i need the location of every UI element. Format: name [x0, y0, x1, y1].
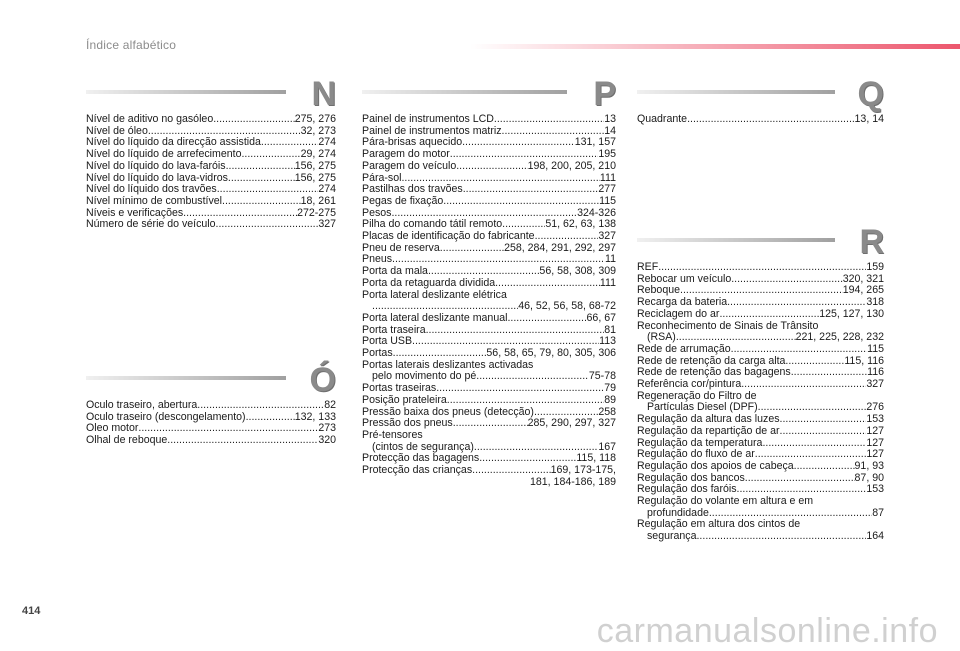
- index-entry-pages: 169, 173-175,: [550, 465, 616, 477]
- index-entry: [637, 321, 884, 333]
- index-entry-text: (cintos de segurança): [372, 441, 474, 453]
- index-entry: [86, 412, 336, 424]
- section-o: [86, 361, 336, 447]
- section-header: [637, 75, 884, 114]
- index-entry: [86, 161, 336, 173]
- dot-leader: [680, 285, 843, 297]
- dot-leader: [138, 423, 318, 435]
- dot-leader: [462, 137, 575, 149]
- index-entry-text: Protecção das bagagens: [362, 453, 480, 465]
- index-entry-text: Pressão baixa dos pneus (detecção): [362, 406, 534, 418]
- index-entry: [362, 149, 616, 161]
- index-entry-pages: 116: [867, 367, 884, 379]
- index-entry-text: Óleo motor: [86, 423, 139, 435]
- index-entry-text: Rede de retenção das bagagens: [637, 367, 791, 379]
- index-entry: [86, 173, 336, 185]
- section-letter: N: [311, 75, 336, 113]
- index-entry: [362, 313, 616, 325]
- index-entry-pages: 127: [866, 449, 884, 461]
- dot-leader: [391, 208, 577, 220]
- index-entry-text: Portas laterais deslizantes activadas: [362, 358, 534, 371]
- index-entry-text: Regulação em altura dos cintos de: [637, 518, 801, 531]
- index-entry: [362, 114, 616, 126]
- index-entry: [86, 208, 336, 220]
- index-entry-continuation: [362, 477, 616, 489]
- index-entry: [637, 332, 884, 344]
- index-entry-text: Regulação dos bancos: [637, 472, 745, 484]
- section-header: [86, 361, 336, 400]
- dot-leader: [226, 161, 295, 173]
- dot-leader: [731, 274, 843, 286]
- index-entry-pages: 111: [599, 277, 616, 289]
- index-entry-text: Protecção das crianças: [362, 465, 473, 477]
- index-entry: [362, 407, 616, 419]
- index-entry-pages: 87: [872, 507, 884, 519]
- index-entry: [362, 371, 616, 383]
- index-entry-text: Pára-sol: [362, 172, 402, 184]
- index-entry-text: (RSA): [647, 332, 676, 344]
- index-entry-text: Porta USB: [362, 336, 413, 348]
- index-entry: [637, 519, 884, 531]
- index-entry-text: Rede de retenção da carga alta: [637, 355, 786, 367]
- index-entry-pages: 221, 225, 228, 232: [795, 332, 884, 344]
- index-entry: [637, 496, 884, 508]
- index-entry: [637, 356, 884, 368]
- index-entry-text: Regulação da temperatura: [637, 437, 763, 449]
- index-entry-text: Recarga da bateria: [637, 297, 728, 309]
- index-entry: [637, 367, 884, 379]
- index-entry-text: Nível de óleo: [86, 125, 148, 137]
- section-divider: [86, 376, 286, 380]
- dot-leader: [443, 196, 599, 208]
- index-entry-pages: 258, 284, 291, 292, 297: [504, 242, 616, 254]
- index-entry-pages: 258: [598, 406, 616, 418]
- index-entry-text: Pressão dos pneus: [362, 418, 453, 430]
- index-entry-pages: 56, 58, 308, 309: [539, 266, 616, 278]
- index-entry-text: Pré-tensores: [362, 428, 423, 441]
- section-divider: [86, 90, 286, 94]
- index-entry: [86, 184, 336, 196]
- index-entry: [362, 360, 616, 372]
- index-entry: [362, 442, 616, 454]
- index-entries: [362, 114, 616, 489]
- index-entry-text: Reconhecimento de Sinais de Trânsito: [637, 319, 819, 332]
- index-entry: [362, 208, 616, 220]
- dot-leader: [426, 325, 605, 337]
- index-entry: [362, 126, 616, 138]
- index-entry-pages: 75-78: [588, 371, 616, 383]
- section-n: [86, 75, 336, 231]
- index-entry-pages: 164: [866, 531, 884, 543]
- index-entry-pages: 327: [866, 379, 884, 391]
- index-entry: [637, 402, 884, 414]
- index-entry-pages: 51, 62, 63, 138: [545, 219, 616, 231]
- dot-leader: [456, 161, 527, 173]
- index-entry-pages: 89: [604, 394, 616, 406]
- dot-leader: [428, 266, 539, 278]
- index-entry-text: Posição prateleira: [362, 394, 447, 406]
- index-entry: [86, 137, 336, 149]
- index-entry: [362, 336, 616, 348]
- index-entry: [362, 231, 616, 243]
- index-entry-text: Rede de arrumação: [637, 343, 731, 355]
- page-number: 414: [22, 605, 41, 617]
- index-entry-pages: 156, 275: [294, 172, 336, 184]
- dot-leader: [534, 407, 598, 419]
- index-entry-text: Porta da mala: [362, 266, 428, 278]
- index-entry-text: Porta da retaguarda dividida: [362, 277, 496, 289]
- index-entry: [86, 219, 336, 231]
- index-entry-pages: 320: [318, 435, 336, 447]
- index-entry-pages: 66, 67: [586, 312, 616, 324]
- index-entry-text: segurança: [647, 531, 697, 543]
- dot-leader: [216, 219, 319, 231]
- index-entry: [86, 435, 336, 447]
- index-entry-text: Pesos: [362, 207, 392, 219]
- dot-leader: [479, 453, 576, 465]
- index-entry: [637, 114, 884, 126]
- index-entries: [86, 400, 336, 447]
- index-entry-pages: 156, 275: [294, 160, 336, 172]
- index-entry: [362, 453, 616, 465]
- dot-leader: [436, 383, 604, 395]
- index-entry-text: Rebocar um veículo: [637, 273, 732, 285]
- dot-leader: [183, 208, 297, 220]
- index-entry-text: Porta lateral deslizante manual: [362, 312, 508, 324]
- index-entry-pages: 11: [605, 254, 616, 266]
- index-entry-text: Regulação do volante em altura e em: [637, 495, 814, 508]
- section-letter: Q: [857, 75, 884, 113]
- dot-leader: [696, 531, 866, 543]
- dot-leader: [785, 356, 844, 368]
- index-entry-text: Nível do líquido de arrefecimento: [86, 149, 242, 161]
- index-entry-text: Quadrante: [637, 114, 688, 125]
- index-entry-text: Partículas Diesel (DPF): [647, 402, 758, 414]
- dot-leader: [246, 412, 295, 424]
- dot-leader: [148, 126, 301, 138]
- dot-leader: [222, 196, 301, 208]
- index-entry-pages: 132, 133: [294, 411, 336, 423]
- section-q: [637, 75, 884, 126]
- index-entry-text: Nível do líquido da direcção assistida: [86, 137, 261, 149]
- index-entry-pages: 115, 116: [844, 355, 884, 367]
- index-entry-text: Nível do líquido do lava-vidros: [86, 172, 228, 184]
- index-entry-pages: 127: [866, 425, 884, 437]
- index-entry: [362, 219, 616, 231]
- index-entry-pages: 324-326: [577, 207, 616, 219]
- index-entry: [86, 400, 336, 412]
- index-entry-pages: 115, 118: [576, 453, 616, 465]
- index-entry-text: profundidade: [647, 507, 709, 519]
- index-entry-text: Referência cor/pintura: [637, 379, 742, 391]
- dot-leader: [727, 297, 866, 309]
- index-entry-text: Pegas de fixação: [362, 195, 444, 207]
- index-entry-pages: 181, 184-186, 189: [529, 475, 616, 488]
- index-entry-pages: 111: [599, 172, 616, 184]
- index-entry-pages: 153: [866, 484, 884, 496]
- index-entry-text: Regulação da altura das luzes: [637, 414, 780, 426]
- index-entry: [637, 426, 884, 438]
- dot-leader: [762, 438, 866, 450]
- dot-leader: [741, 379, 866, 391]
- index-entry-text: Paragem do veículo: [362, 160, 457, 172]
- index-entry-text: Pneu de reserva: [362, 242, 440, 254]
- index-entry-text: Portas traseiras: [362, 383, 437, 395]
- index-entry-text: Níveis e verificações: [86, 207, 184, 219]
- index-entry-pages: 131, 157: [574, 137, 616, 149]
- index-entry-text: Regeneração do Filtro de: [637, 389, 757, 402]
- dot-leader: [217, 184, 319, 196]
- index-entry-text: pelo movimento do pé: [372, 371, 477, 383]
- index-entry-text: Regulação dos apoios de cabeça: [637, 460, 794, 472]
- index-entry-text: Nível de aditivo no gasóleo: [86, 114, 214, 125]
- dot-leader: [494, 114, 604, 126]
- dot-leader: [447, 395, 604, 407]
- dot-leader: [502, 126, 605, 138]
- index-entry-pages: 274: [318, 184, 336, 196]
- section-divider: [637, 238, 835, 242]
- dot-leader: [401, 173, 599, 185]
- index-entry-text: Regulação dos faróis: [637, 484, 737, 496]
- index-entry: [86, 114, 336, 126]
- index-entry: [86, 149, 336, 161]
- index-entry: [637, 438, 884, 450]
- index-entry-pages: 318: [866, 297, 884, 309]
- index-entry-pages: 273: [318, 423, 336, 435]
- index-entry: [637, 531, 884, 543]
- index-entry-pages: 46, 52, 56, 58, 68-72: [518, 301, 616, 313]
- index-entry-pages: 14: [604, 125, 616, 137]
- section-r: [637, 223, 884, 543]
- index-entry-text: Olhal de reboque: [86, 435, 168, 447]
- index-entry-text: Painel de instrumentos matriz: [362, 125, 502, 137]
- index-entry-pages: 275, 276: [294, 114, 336, 125]
- index-entry-pages: 274: [318, 137, 336, 149]
- index-entry-text: Regulação do fluxo de ar: [637, 449, 755, 461]
- dot-leader: [780, 414, 867, 426]
- dot-leader: [658, 262, 866, 274]
- dot-leader: [474, 442, 598, 454]
- dot-leader: [791, 367, 867, 379]
- dot-leader: [463, 184, 599, 196]
- index-entry: [362, 173, 616, 185]
- index-entry-pages: 82: [324, 400, 336, 411]
- index-entry-text: Regulação da repartição de ar: [637, 425, 780, 437]
- index-entry-text: Óculo traseiro (descongelamento): [86, 411, 246, 423]
- index-entry-text: Reciclagem do ar: [637, 308, 720, 320]
- index-entry-text: Pilha do comando tátil remoto: [362, 219, 503, 231]
- index-entry: [637, 274, 884, 286]
- dot-leader: [794, 461, 855, 473]
- index-entry: [637, 262, 884, 274]
- index-entry-pages: 29, 274: [300, 149, 336, 161]
- index-entry: [362, 161, 616, 173]
- index-entry-text: Painel de instrumentos LCD: [362, 114, 494, 125]
- index-entry: [362, 430, 616, 442]
- index-entry-text: Pneus: [362, 254, 393, 266]
- index-entry-pages: 327: [318, 219, 336, 231]
- index-entry: [362, 395, 616, 407]
- index-entry-text: Porta lateral deslizante elétrica: [362, 288, 507, 301]
- dot-leader: [495, 278, 600, 290]
- dot-leader: [392, 254, 605, 266]
- index-entry: [637, 391, 884, 403]
- index-entry-pages: 320, 321: [842, 273, 884, 285]
- index-entry-text: Reboque: [637, 285, 681, 297]
- index-entry-pages: 13: [604, 114, 616, 125]
- dot-leader: [476, 371, 589, 383]
- index-entry: [637, 461, 884, 473]
- section-header: [86, 75, 336, 114]
- dot-leader: [745, 473, 855, 485]
- index-entry-pages: 167: [598, 441, 616, 453]
- dot-leader: [241, 149, 300, 161]
- index-entry-text: Número de série do veículo: [86, 219, 216, 231]
- index-entry: [362, 266, 616, 278]
- index-entry: [637, 473, 884, 485]
- index-entry: [637, 297, 884, 309]
- index-entry-pages: 276: [866, 402, 884, 414]
- index-entry-pages: 285, 290, 297, 327: [527, 418, 616, 430]
- index-entry-pages: 18, 261: [300, 195, 336, 207]
- index-entry-text: Placas de identificação do fabricante: [362, 231, 535, 243]
- dot-leader: [507, 313, 586, 325]
- index-entry-text: REF: [637, 262, 659, 273]
- dot-leader: [450, 149, 599, 161]
- index-entry-pages: 115: [867, 343, 884, 355]
- dot-leader: [687, 114, 854, 126]
- section-letter: Ó: [309, 361, 336, 399]
- index-entry-text: Nível do líquido dos travões: [86, 184, 217, 196]
- section-divider: [637, 90, 835, 94]
- dot-leader: [261, 137, 318, 149]
- dot-leader: [758, 402, 867, 414]
- index-entry-pages: 272-275: [297, 207, 336, 219]
- index-entry-pages: 277: [598, 184, 616, 196]
- index-entry: [362, 137, 616, 149]
- index-entries: [86, 114, 336, 231]
- index-entry-text: Paragem do motor: [362, 149, 450, 161]
- header-accent-bar: [470, 44, 960, 49]
- index-entry-text: Porta traseira: [362, 324, 426, 336]
- index-entry-text: Nível mínimo de combustível: [86, 195, 223, 207]
- index-entry-pages: 87, 90: [854, 472, 884, 484]
- section-header: [362, 75, 616, 114]
- index-entries: [637, 262, 884, 543]
- dot-leader: [731, 344, 867, 356]
- index-entry: [637, 449, 884, 461]
- dot-leader: [755, 449, 867, 461]
- dot-leader: [197, 400, 324, 412]
- section-letter: R: [859, 223, 884, 261]
- index-entry-pages: 115: [599, 195, 616, 207]
- index-entry: [362, 254, 616, 266]
- index-entry-pages: 81: [604, 324, 616, 336]
- section-letter: P: [593, 75, 616, 113]
- watermark: carmanualsonline.info: [596, 612, 938, 650]
- dot-leader: [167, 435, 318, 447]
- index-entry: [86, 126, 336, 138]
- index-entry-pages: 327: [598, 231, 616, 243]
- index-entry: [362, 184, 616, 196]
- dot-leader: [228, 173, 295, 185]
- index-entry-text: Óculo traseiro, abertura: [86, 400, 198, 411]
- index-entry-pages: 153: [866, 414, 884, 426]
- index-entry-pages: 194, 265: [842, 285, 884, 297]
- dot-leader: [213, 114, 295, 126]
- index-entry-pages: 195: [598, 149, 616, 161]
- dot-leader: [440, 243, 504, 255]
- section-header: [637, 223, 884, 262]
- index-entry: [86, 196, 336, 208]
- dot-leader: [780, 426, 867, 438]
- index-entry-pages: 127: [866, 437, 884, 449]
- index-entry-pages: 79: [604, 383, 616, 395]
- index-entry: [86, 423, 336, 435]
- index-entry: [362, 301, 616, 313]
- index-entry-pages: 32, 273: [300, 125, 336, 137]
- index-entry-pages: 56, 58, 65, 79, 80, 305, 306: [486, 348, 616, 360]
- dot-leader: [535, 231, 599, 243]
- index-entry-pages: 159: [866, 262, 884, 273]
- page-header-title: Índice alfabético: [86, 38, 177, 52]
- index-entry: [362, 290, 616, 302]
- index-entry: [637, 285, 884, 297]
- dot-leader: [676, 332, 796, 344]
- dot-leader: [453, 418, 528, 430]
- dot-leader: [412, 336, 599, 348]
- index-entry: [637, 344, 884, 356]
- index-entry-pages: 113: [599, 336, 616, 348]
- index-entry: [362, 243, 616, 255]
- dot-leader: [372, 301, 518, 313]
- index-entry-pages: 198, 200, 205, 210: [527, 160, 616, 172]
- index-entry-text: Pára-brisas aquecido: [362, 137, 463, 149]
- index-entry-text: Portas: [362, 348, 393, 360]
- index-entry: [362, 325, 616, 337]
- section-p: [362, 75, 616, 489]
- index-entry-text: Nível do líquido do lava-faróis: [86, 160, 226, 172]
- index-entry-text: Pastilhas dos travões: [362, 184, 463, 196]
- index-entry-pages: 125, 127, 130: [819, 308, 884, 320]
- section-divider: [362, 90, 567, 94]
- index-entry-pages: 13, 14: [854, 114, 884, 125]
- index-entries: [637, 114, 884, 126]
- index-entry-pages: 91, 93: [854, 460, 884, 472]
- dot-leader: [502, 219, 545, 231]
- index-entry: [362, 383, 616, 395]
- index-entry: [637, 414, 884, 426]
- index-entry: [362, 196, 616, 208]
